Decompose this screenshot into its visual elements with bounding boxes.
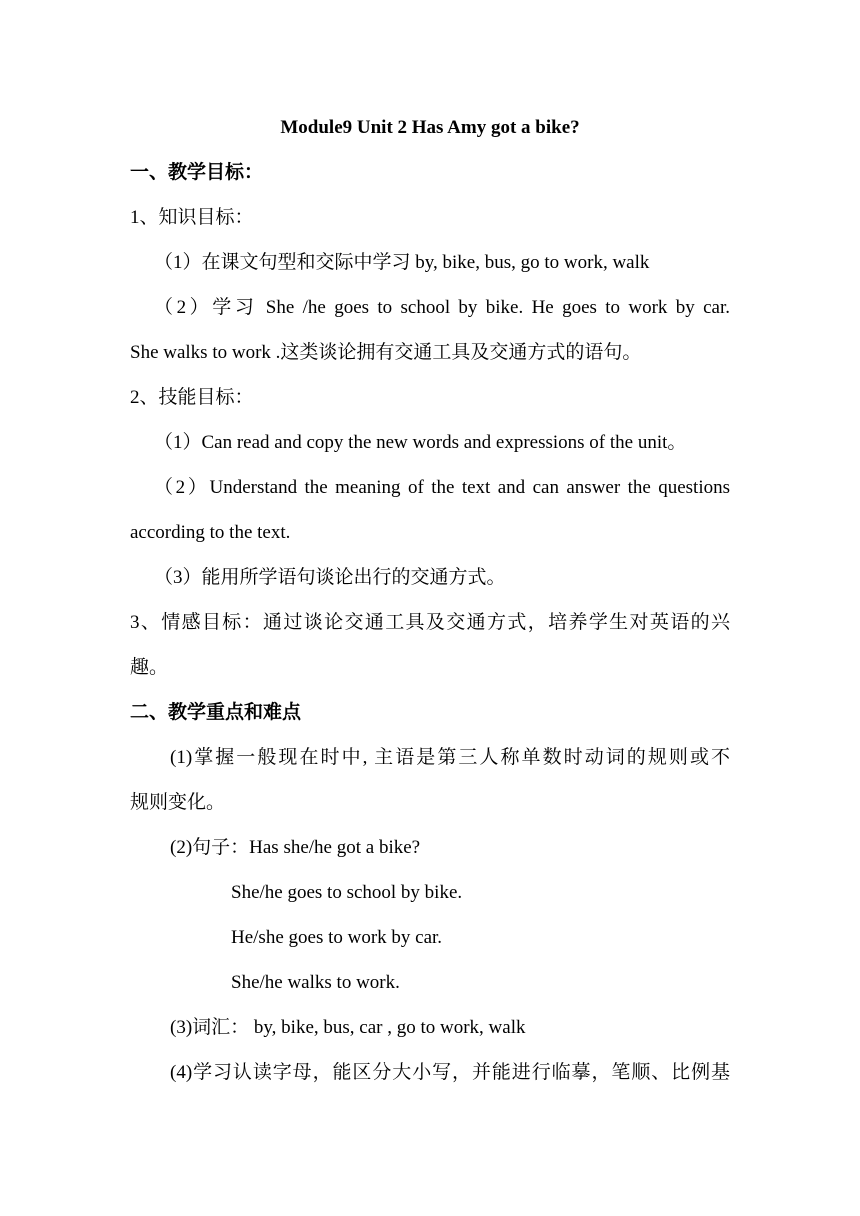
knowledge-item-2-line-1: （2）学习 She /he goes to school by bike. He goes to work by car. — [154, 297, 730, 318]
knowledge-item-1: （1）在课文句型和交际中学习 by, bike, bus, go to work, walk — [154, 252, 650, 273]
skill-objectives-heading: 2、技能目标： — [130, 387, 254, 408]
key-point-3-vocabulary: (3)词汇： by, bike, bus, car , go to work, walk — [170, 1017, 526, 1038]
emotion-objectives-line-2: 趣。 — [130, 657, 169, 678]
skill-item-1: （1）Can read and copy the new words and expressions of the unit。 — [154, 432, 687, 453]
document-title: Module9 Unit 2 Has Amy got a bike? — [280, 117, 580, 138]
key-point-1-line-2: 规则变化。 — [130, 792, 226, 813]
skill-item-3: （3）能用所学语句谈论出行的交通方式。 — [154, 567, 506, 588]
skill-item-2-line-2: according to the text. — [130, 522, 291, 543]
key-point-2-label: (2)句子：Has she/he got a bike? — [170, 837, 421, 858]
skill-item-2-line-1: （2）Understand the meaning of the text and can answer the questions — [154, 477, 730, 498]
example-sentence: She/he goes to school by bike. — [231, 882, 463, 903]
key-point-4: (4)学习认读字母，能区分大小写，并能进行临摹，笔顺、比例基 — [170, 1062, 730, 1083]
section-heading-objectives: 一、教学目标： — [130, 162, 264, 183]
knowledge-item-2-line-2: She walks to work .这类谈论拥有交通工具及交通方式的语句。 — [130, 342, 642, 363]
key-point-1-line-1: (1)掌握一般现在时中, 主语是第三人称单数时动词的规则或不 — [170, 747, 730, 768]
section-heading-key-points: 二、教学重点和难点 — [130, 702, 302, 723]
knowledge-objectives-heading: 1、知识目标： — [130, 207, 254, 228]
example-sentence: She/he walks to work. — [231, 972, 400, 993]
example-sentence: He/she goes to work by car. — [231, 927, 443, 948]
emotion-objectives-line-1: 3、情感目标：通过谈论交通工具及交通方式，培养学生对英语的兴 — [130, 612, 730, 633]
